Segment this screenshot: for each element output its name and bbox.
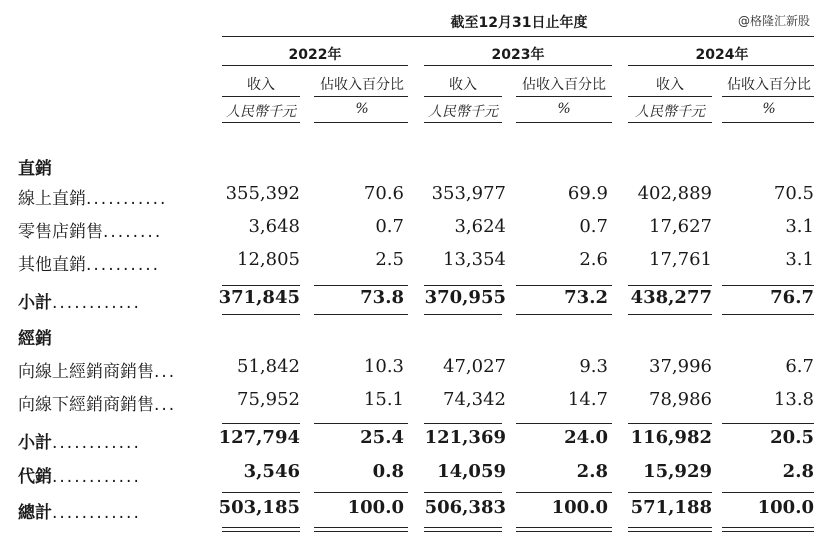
col-revenue-2024: 收入 bbox=[656, 77, 684, 93]
rule-before-subtotal-dist-rev-2023 bbox=[424, 423, 502, 424]
cell-revenue-2024: 116,982 bbox=[630, 427, 712, 448]
cell-revenue-2023: 47,027 bbox=[443, 356, 506, 377]
cell-revenue-2023: 506,383 bbox=[424, 497, 506, 518]
cell-revenue-2023: 14,059 bbox=[437, 461, 506, 482]
cell-pct-2022: 100.0 bbox=[347, 497, 404, 518]
rule-before-subtotal-direct-pct-2024 bbox=[722, 285, 814, 286]
row-label-leader-dots: ........... bbox=[86, 189, 168, 209]
col-pct-2023: 佔收入百分比 bbox=[522, 77, 606, 93]
section-distribution: 經銷 bbox=[18, 329, 52, 349]
rule-before-total-rev-2024 bbox=[628, 492, 712, 493]
row-label-text: 向線上經銷商銷售 bbox=[18, 362, 154, 382]
total-double-rule-top-rev-2024 bbox=[628, 527, 712, 528]
row-label-leader-dots: ............ bbox=[52, 467, 141, 487]
col-revenue-2022: 收入 bbox=[247, 77, 275, 93]
cell-revenue-2023: 121,369 bbox=[424, 427, 506, 448]
cell-revenue-2023: 13,354 bbox=[443, 249, 506, 270]
cell-pct-2023: 69.9 bbox=[567, 183, 608, 204]
row-label-text: 向線下經銷商銷售 bbox=[18, 395, 154, 415]
rule-after-subtotal-direct-rev-2024 bbox=[628, 314, 712, 315]
cell-pct-2024: 20.5 bbox=[770, 427, 814, 448]
cell-revenue-2022: 127,794 bbox=[218, 427, 300, 448]
cell-revenue-2024: 402,889 bbox=[637, 183, 712, 204]
cell-revenue-2022: 51,842 bbox=[237, 356, 300, 377]
col-revenue-2023: 收入 bbox=[449, 77, 477, 93]
cell-pct-2024: 2.8 bbox=[782, 461, 814, 482]
unit-underline-rev-2024 bbox=[628, 122, 712, 123]
rule-before-subtotal-dist-rev-2022 bbox=[222, 423, 300, 424]
row-label bbox=[18, 288, 141, 313]
year-underline-2023 bbox=[424, 65, 612, 66]
cell-revenue-2024: 438,277 bbox=[630, 287, 712, 308]
cell-pct-2024: 6.7 bbox=[785, 356, 814, 377]
cell-revenue-2024: 78,986 bbox=[649, 389, 712, 410]
row-label-text: 代銷 bbox=[18, 467, 52, 487]
cell-pct-2024: 3.1 bbox=[785, 216, 814, 237]
cell-pct-2022: 2.5 bbox=[375, 249, 404, 270]
col-underline-pct-2024 bbox=[722, 96, 814, 97]
cell-pct-2023: 73.2 bbox=[564, 287, 608, 308]
cell-pct-2024: 100.0 bbox=[757, 497, 814, 518]
cell-pct-2023: 24.0 bbox=[564, 427, 608, 448]
unit-underline-rev-2022 bbox=[222, 122, 300, 123]
row-label-leader-dots: ............ bbox=[52, 503, 141, 523]
year-header-2023: 2023年 bbox=[491, 47, 545, 63]
cell-pct-2024: 3.1 bbox=[785, 249, 814, 270]
rule-before-total-rev-2022 bbox=[222, 492, 300, 493]
row-label-leader-dots: ............ bbox=[52, 293, 141, 313]
total-double-rule-top-rev-2022 bbox=[222, 527, 300, 528]
year-header-2024: 2024年 bbox=[695, 47, 749, 63]
total-double-rule-bottom-pct-2024 bbox=[722, 531, 814, 532]
year-header-2022: 2022年 bbox=[288, 47, 342, 63]
rule-before-total-pct-2022 bbox=[314, 492, 408, 493]
rule-after-subtotal-direct-pct-2024 bbox=[722, 314, 814, 315]
rule-before-subtotal-dist-rev-2024 bbox=[628, 423, 712, 424]
cell-revenue-2024: 571,188 bbox=[630, 497, 712, 518]
row-label bbox=[18, 390, 176, 415]
total-double-rule-top-pct-2023 bbox=[516, 527, 612, 528]
col-pct-2024: 佔收入百分比 bbox=[727, 77, 811, 93]
year-underline-2022 bbox=[222, 65, 408, 66]
cell-pct-2022: 25.4 bbox=[360, 427, 404, 448]
cell-pct-2023: 2.6 bbox=[579, 249, 608, 270]
row-label-text: 其他直銷 bbox=[18, 255, 86, 275]
rule-after-subtotal-direct-rev-2022 bbox=[222, 314, 300, 315]
cell-revenue-2024: 37,996 bbox=[649, 356, 712, 377]
cell-pct-2024: 70.5 bbox=[773, 183, 814, 204]
row-label-text: 零售店銷售 bbox=[18, 222, 103, 242]
cell-revenue-2022: 355,392 bbox=[225, 183, 300, 204]
col-underline-pct-2023 bbox=[516, 96, 612, 97]
cell-pct-2022: 15.1 bbox=[363, 389, 404, 410]
total-double-rule-bottom-rev-2023 bbox=[424, 531, 502, 532]
col-underline-pct-2022 bbox=[314, 96, 408, 97]
total-double-rule-top-pct-2022 bbox=[314, 527, 408, 528]
row-label bbox=[18, 498, 141, 523]
rule-after-subtotal-direct-rev-2023 bbox=[424, 314, 502, 315]
cell-revenue-2022: 3,546 bbox=[243, 461, 300, 482]
row-label bbox=[18, 357, 176, 382]
cell-pct-2022: 10.3 bbox=[363, 356, 404, 377]
total-double-rule-bottom-pct-2022 bbox=[314, 531, 408, 532]
watermark-text: @格隆汇新股 bbox=[738, 14, 811, 28]
rule-before-total-pct-2024 bbox=[722, 492, 814, 493]
cell-revenue-2024: 17,761 bbox=[649, 249, 712, 270]
total-double-rule-bottom-pct-2023 bbox=[516, 531, 612, 532]
rule-before-total-rev-2023 bbox=[424, 492, 502, 493]
cell-revenue-2023: 3,624 bbox=[454, 216, 506, 237]
total-double-rule-top-rev-2023 bbox=[424, 527, 502, 528]
cell-revenue-2022: 503,185 bbox=[218, 497, 300, 518]
row-label bbox=[18, 428, 141, 453]
row-label-leader-dots: ... bbox=[154, 395, 177, 415]
period-header: 截至12月31日止年度 bbox=[450, 15, 588, 31]
period-header-underline bbox=[222, 36, 814, 37]
col-underline-rev-2023 bbox=[424, 96, 502, 97]
cell-pct-2022: 0.8 bbox=[372, 461, 404, 482]
rule-before-subtotal-dist-pct-2023 bbox=[516, 423, 612, 424]
unit-rmb-2023: 人民幣千元 bbox=[428, 104, 498, 120]
total-double-rule-bottom-rev-2022 bbox=[222, 531, 300, 532]
row-label-leader-dots: ........ bbox=[103, 222, 163, 242]
row-label bbox=[18, 250, 160, 275]
cell-revenue-2024: 15,929 bbox=[643, 461, 712, 482]
unit-pct-2023: % bbox=[557, 101, 571, 117]
cell-revenue-2022: 3,648 bbox=[248, 216, 300, 237]
cell-pct-2023: 100.0 bbox=[551, 497, 608, 518]
unit-rmb-2022: 人民幣千元 bbox=[226, 104, 296, 120]
row-label-text: 小計 bbox=[18, 433, 52, 453]
unit-underline-pct-2022 bbox=[314, 122, 408, 123]
row-label-text: 總計 bbox=[18, 503, 52, 523]
col-pct-2022: 佔收入百分比 bbox=[320, 77, 404, 93]
row-label bbox=[18, 184, 167, 209]
unit-underline-pct-2023 bbox=[516, 122, 612, 123]
total-double-rule-bottom-rev-2024 bbox=[628, 531, 712, 532]
cell-pct-2022: 0.7 bbox=[375, 216, 404, 237]
row-label-text: 小計 bbox=[18, 293, 52, 313]
rule-before-subtotal-dist-pct-2024 bbox=[722, 423, 814, 424]
cell-pct-2022: 70.6 bbox=[363, 183, 404, 204]
row-label-text: 線上直銷 bbox=[18, 189, 86, 209]
col-underline-rev-2024 bbox=[628, 96, 712, 97]
total-double-rule-top-pct-2024 bbox=[722, 527, 814, 528]
year-underline-2024 bbox=[628, 65, 814, 66]
unit-underline-pct-2024 bbox=[722, 122, 814, 123]
cell-pct-2023: 0.7 bbox=[579, 216, 608, 237]
cell-revenue-2023: 353,977 bbox=[431, 183, 506, 204]
rule-after-subtotal-direct-pct-2023 bbox=[516, 314, 612, 315]
cell-revenue-2022: 12,805 bbox=[237, 249, 300, 270]
cell-revenue-2024: 17,627 bbox=[649, 216, 712, 237]
cell-pct-2022: 73.8 bbox=[360, 287, 404, 308]
unit-pct-2024: % bbox=[762, 101, 776, 117]
cell-pct-2023: 2.8 bbox=[576, 461, 608, 482]
row-label bbox=[18, 462, 141, 487]
row-label-leader-dots: ............ bbox=[52, 433, 141, 453]
rule-after-subtotal-direct-pct-2022 bbox=[314, 314, 408, 315]
rule-before-subtotal-dist-pct-2022 bbox=[314, 423, 408, 424]
cell-pct-2023: 9.3 bbox=[579, 356, 608, 377]
unit-rmb-2024: 人民幣千元 bbox=[635, 104, 705, 120]
row-label-leader-dots: .......... bbox=[86, 255, 161, 275]
cell-revenue-2022: 371,845 bbox=[218, 287, 300, 308]
cell-revenue-2023: 74,342 bbox=[443, 389, 506, 410]
cell-pct-2024: 76.7 bbox=[770, 287, 814, 308]
cell-revenue-2022: 75,952 bbox=[237, 389, 300, 410]
col-underline-rev-2022 bbox=[222, 96, 300, 97]
section-direct-sales: 直銷 bbox=[18, 159, 52, 179]
rule-before-subtotal-direct-pct-2023 bbox=[516, 285, 612, 286]
rule-before-subtotal-direct-rev-2022 bbox=[222, 285, 300, 286]
rule-before-subtotal-direct-pct-2022 bbox=[314, 285, 408, 286]
rule-before-subtotal-direct-rev-2023 bbox=[424, 285, 502, 286]
unit-underline-rev-2023 bbox=[424, 122, 502, 123]
row-label bbox=[18, 217, 162, 242]
row-label-leader-dots: ... bbox=[154, 362, 177, 382]
rule-before-total-pct-2023 bbox=[516, 492, 612, 493]
cell-pct-2023: 14.7 bbox=[567, 389, 608, 410]
unit-pct-2022: % bbox=[355, 101, 369, 117]
cell-revenue-2023: 370,955 bbox=[424, 287, 506, 308]
cell-pct-2024: 13.8 bbox=[773, 389, 814, 410]
rule-before-subtotal-direct-rev-2024 bbox=[628, 285, 712, 286]
